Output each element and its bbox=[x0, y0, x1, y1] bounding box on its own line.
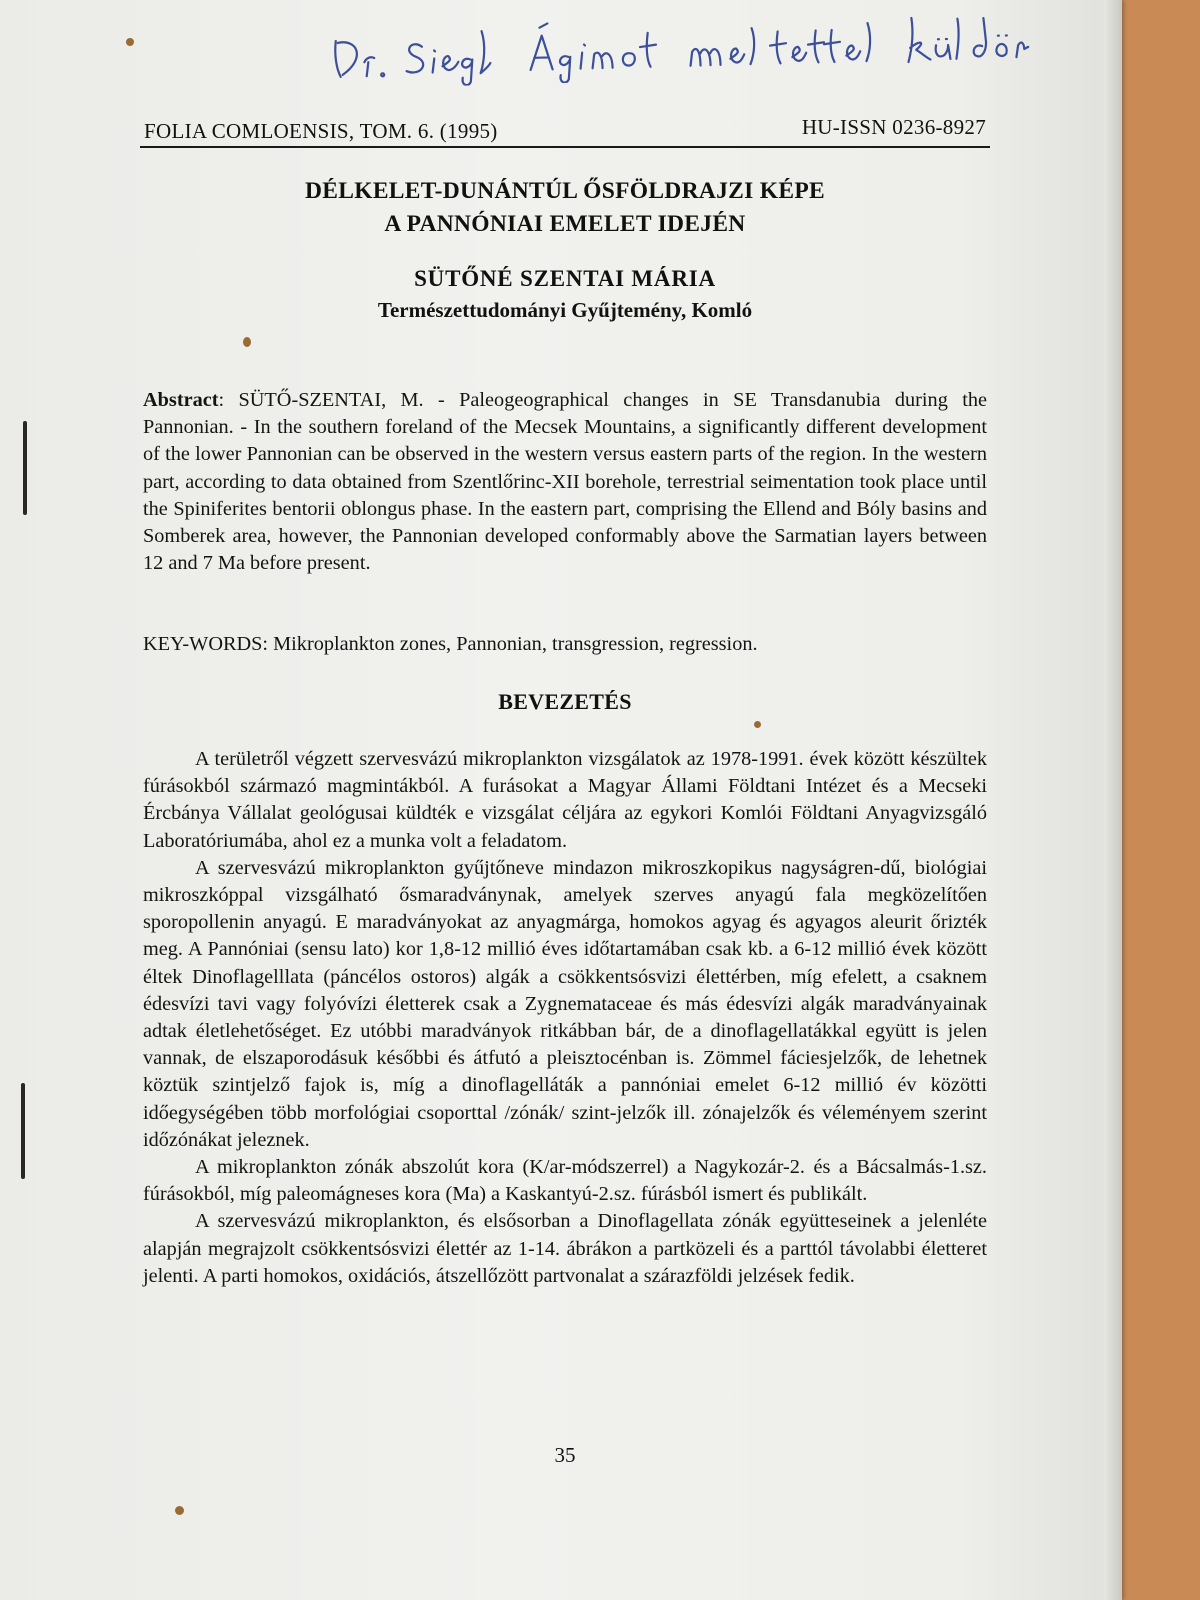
keywords: KEY-WORDS: Mikroplankton zones, Pannonian, transgression, regression. bbox=[143, 633, 758, 655]
handwritten-dedication bbox=[329, 1, 1031, 89]
paper-speck bbox=[175, 1506, 184, 1515]
margin-mark bbox=[23, 421, 27, 515]
page-edge bbox=[1104, 0, 1122, 1600]
journal-header bbox=[140, 115, 990, 148]
section-heading: BEVEZETÉS bbox=[498, 689, 632, 714]
author-name: SÜTŐNÉ SZENTAI MÁRIA bbox=[414, 266, 716, 291]
paper-speck bbox=[126, 38, 134, 46]
paper-title bbox=[140, 175, 990, 241]
title-line-2: A PANNÓNIAI EMELET IDEJÉN bbox=[384, 211, 746, 237]
paragraph-3: A mikroplankton zónák abszolút kora (K/ar-módszerrel) a Nagykozár-2. és a Bácsalmás-1.sz. fúrásokból, míg paleomágneses kora (Ma) a Kaskantyú-2.sz. fúrásból ismert és publikált. bbox=[143, 1156, 987, 1206]
body-text bbox=[143, 746, 987, 1290]
paragraph-4: A szervesvázú mikroplankton, és elsősorban a Dinoflagellata zónák együtteseinek a jelenléte alapján megrajzolt csökkentsósvizi élettér az 1-14. ábrákon a partközeli és a parttól távolabbi életteret jelenti. A parti homokos, oxidációs, átszellőzött partvonalat a szárazföldi jelzések fedik. bbox=[143, 1210, 987, 1287]
paper-speck bbox=[243, 337, 251, 347]
journal-citation: FOLIA COMLOENSIS, TOM. 6. (1995) bbox=[144, 119, 498, 143]
title-line-1: DÉLKELET-DUNÁNTÚL ŐSFÖLDRAJZI KÉPE bbox=[305, 178, 825, 204]
author-affiliation: Természettudományi Gyűjtemény, Komló bbox=[377, 298, 753, 322]
paragraph-1: A területről végzett szervesvázú mikroplankton vizsgálatok az 1978-1991. évek között készültek fúrásokból származó magmintákból. A furásokat a Magyar Állami Földtani Intézet és a Mecseki Ércbánya Vállalat geológusai küldték e vizsgálat céljára az egykori Komlói Földtani Anyagvizsgáló Laboratóriumába, ahol ez a munka volt a feladatom. bbox=[143, 748, 987, 852]
paragraph-2: A szervesvázú mikroplankton gyűjtőneve mindazon mikroszkopikus nagyságren-dű, biológiai mikroszkóppal vizsgálható ősmaradványnak, amelyek szerves anyagú fala megközelítően sporopollenin anyagú. E maradványokat az anyagmárga, homokos agyag és agyagos aleurit őrizték meg. A Pannóniai (sensu lato) kor 1,8-12 millió éves időtartamában csak kb. a 6-12 millió évek között éltek Dinoflagelllata (páncélos ostoros) algák a csökkentsósvizi élettérben, míg efelett, a csaknem édesvízi tavi vagy folyóvízi életterek csak a Zygnemataceae és más édesvízi algák maradványainak adtak életlehetőséget. Ez utóbbi maradványok ritkábban bár, de a dinoflagellatákkal együtt is jelen vannak, de elszaporodásuk későbbi és átfutó a pleisztocénban is. Zömmel fáciesjelzők, de lehetnek köztük szintjelző fajok is, míg a dinoflagelláták a pannóniai emelet 6-12 millió év közötti időegységében több morfológiai csoporttal /zónák/ szint-jelzők ill. zónajelzők és véleményem szerint időzónákat jeleznek. bbox=[143, 856, 987, 1151]
abstract-label: Abstract bbox=[143, 389, 219, 411]
page-number: 35 bbox=[554, 1443, 576, 1467]
abstract-text: : SÜTŐ-SZENTAI, M. - Paleogeographical changes in SE Transdanubia during the Pannonian. - In the southern foreland of the Mecsek Mountains, a significantly different development of the lower Pannonian can be observed in the western versus eastern parts of the region. In the western part, according to data obtained from Szentlőrinc-XII borehole, terrestrial seimentation took place until the Spiniferites bentorii oblongus phase. In the eastern part, comprising the Ellend and Bóly basins and Somberek area, however, the Pannonian developed conformably above the Sarmatian layers between 12 and 7 Ma before present. bbox=[143, 389, 987, 575]
journal-issn: HU-ISSN 0236-8927 bbox=[801, 115, 986, 139]
handwriting-signature bbox=[329, 1, 1031, 89]
abstract bbox=[143, 387, 987, 577]
paper-speck bbox=[754, 721, 761, 728]
margin-mark bbox=[21, 1083, 25, 1179]
